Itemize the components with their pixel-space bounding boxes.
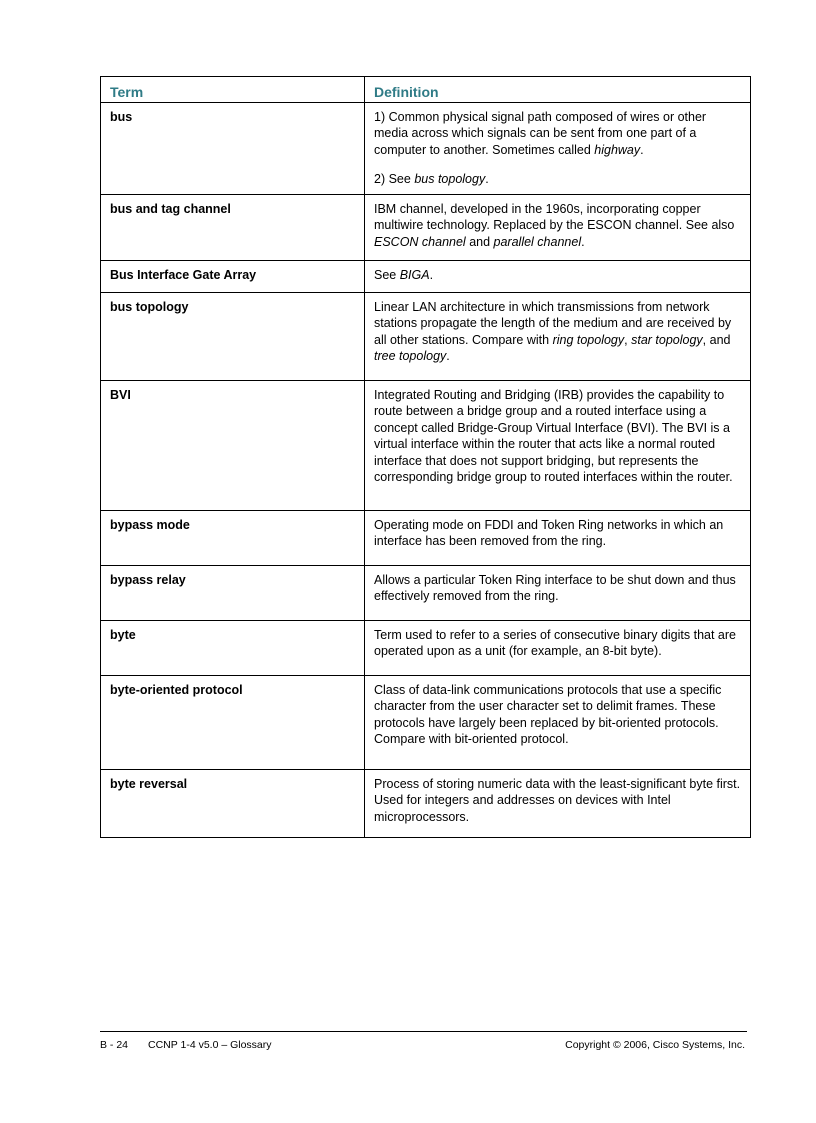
table-row — [101, 103, 751, 195]
table-row — [101, 770, 751, 838]
term-column-header: Term — [101, 77, 365, 103]
definition-text: Allows a particular Token Ring interface to be shut down and thus effectively removed from the ring. — [374, 573, 736, 604]
term-cell: Bus Interface Gate Array — [101, 261, 365, 293]
document-title: CCNP 1-4 v5.0 – Glossary — [148, 1039, 272, 1051]
table-row — [101, 195, 751, 261]
italic-term-reference: star topology — [631, 332, 703, 347]
definition-text: . — [429, 268, 434, 282]
definition-paragraph — [374, 171, 741, 187]
term-cell: bypass relay — [101, 566, 365, 621]
definition-cell — [365, 195, 751, 261]
definition-paragraph — [374, 201, 741, 250]
italic-term-reference: BIGA — [399, 268, 430, 282]
table-row — [101, 566, 751, 621]
table-row — [101, 261, 751, 293]
definition-cell — [365, 676, 751, 770]
glossary-table — [100, 76, 751, 838]
term-cell: byte reversal — [101, 770, 365, 838]
definition-cell — [365, 381, 751, 511]
table-row — [101, 511, 751, 566]
definition-paragraph — [374, 682, 741, 748]
term-cell: byte-oriented protocol — [101, 676, 365, 770]
table-row — [101, 293, 751, 381]
italic-term-reference: ring topology — [552, 332, 625, 347]
italic-term-reference: highway — [594, 142, 641, 157]
definition-text: Class of data-link communications protocols that use a specific character from the user character set to delimit frames. These protocols have largely been replaced by bit-oriented protocols. Compare with bit-oriented protocol. — [374, 683, 722, 747]
term-cell: bus topology — [101, 293, 365, 381]
term-cell: bypass mode — [101, 511, 365, 566]
definition-text: and — [465, 234, 494, 249]
definition-text: 1) Common physical signal path composed of wires or other media across which signals can be sent from one part of a computer to another. Sometimes called — [374, 110, 707, 157]
footer-rule — [100, 1031, 747, 1032]
term-cell: BVI — [101, 381, 365, 511]
definition-paragraph — [374, 776, 741, 825]
definition-text: . — [581, 234, 585, 249]
definition-paragraph — [374, 267, 741, 283]
definition-text: Term used to refer to a series of consecutive binary digits that are operated upon as a unit (for example, an 8-bit byte). — [374, 628, 736, 659]
table-header-row — [101, 77, 751, 103]
definition-text: IBM channel, developed in the 1960s, incorporating copper multiwire technology. Replaced by the ESCON channel. See also — [374, 202, 735, 233]
definition-text: See — [374, 268, 400, 282]
definition-cell — [365, 293, 751, 381]
page-number: B - 24 — [100, 1039, 129, 1051]
definition-paragraph — [374, 299, 741, 365]
table-row — [101, 676, 751, 770]
definition-cell — [365, 621, 751, 676]
definition-text: Integrated Routing and Bridging (IRB) provides the capability to route between a bridge group and a routed interface using a concept called Bridge-Group Virtual Interface (BVI). The BVI is a virtual interface within the router that acts like a normal routed interface that does not support bridging, but represents the corresponding bridge group to routed interfaces within the router. — [374, 388, 733, 485]
definition-paragraph — [374, 572, 741, 605]
definition-text: . — [446, 349, 450, 364]
definition-text: , and — [702, 332, 731, 347]
table-row — [101, 381, 751, 511]
definition-column-header: Definition — [365, 77, 751, 103]
definition-cell — [365, 566, 751, 621]
definition-paragraph — [374, 627, 741, 660]
table-row — [101, 621, 751, 676]
definition-text: 2) See — [374, 172, 415, 187]
italic-term-reference: tree topology — [374, 349, 447, 364]
italic-term-reference: parallel channel — [493, 234, 582, 249]
definition-cell — [365, 261, 751, 293]
definition-paragraph — [374, 517, 741, 550]
italic-term-reference: bus topology — [414, 172, 486, 187]
glossary-body — [101, 103, 751, 838]
term-cell: byte — [101, 621, 365, 676]
definition-cell — [365, 511, 751, 566]
definition-text: Process of storing numeric data with the least-significant byte first. Used for integers and addresses on devices with Intel microprocessors. — [374, 777, 741, 824]
definition-text: Linear LAN architecture in which transmissions from network stations propagate the length of the medium and are received by all other stations. Compare with — [374, 300, 732, 347]
definition-text: , — [624, 332, 632, 347]
definition-cell — [365, 103, 751, 195]
definition-text: . — [485, 172, 489, 187]
definition-paragraph — [374, 109, 741, 158]
term-cell: bus — [101, 103, 365, 195]
definition-cell — [365, 770, 751, 838]
definition-text: . — [640, 142, 644, 157]
term-cell: bus and tag channel — [101, 195, 365, 261]
definition-paragraph — [374, 387, 741, 485]
copyright-notice: Copyright © 2006, Cisco Systems, Inc. — [565, 1039, 745, 1051]
italic-term-reference: ESCON channel — [374, 234, 466, 249]
definition-text: Operating mode on FDDI and Token Ring networks in which an interface has been removed from the ring. — [374, 518, 724, 549]
